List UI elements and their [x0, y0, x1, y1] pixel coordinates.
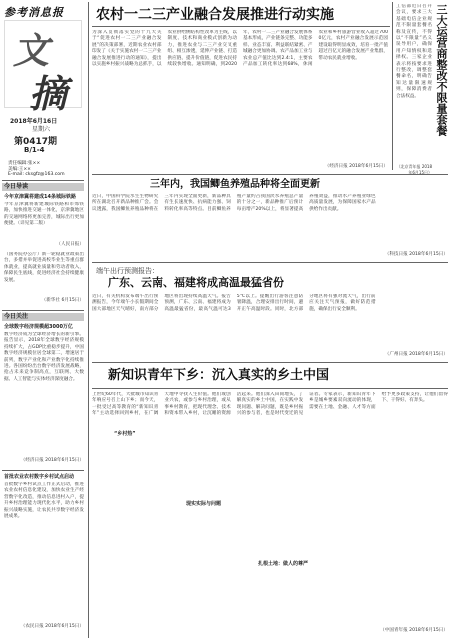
left-item1-body: 今年京津冀将新建城际铁路和市郊铁路，加快推进交通一体化，京津冀地区的交通网络将更加完善，城际出行更加便捷。（详见第二版） [4, 202, 84, 227]
divider-a4-a5 [92, 362, 448, 363]
left-item3-source: （经济日报 2018年6月15日） [20, 458, 84, 463]
article5-title-rule [92, 388, 448, 389]
left-item2-source: （新华社 6月15日） [41, 298, 84, 303]
issue-number: 第0417期 [14, 137, 58, 147]
editor-email: E-mail: cksgfz@163.com [8, 172, 65, 177]
left-item3-title: 全球数字经济规模超3000万亿 [4, 324, 73, 330]
article5-subhead-2: 现实实际与问题 [186, 501, 222, 507]
article5-source: （中国青年报 2018年6月15日） [380, 628, 448, 633]
left-header: 今日导读 [4, 183, 29, 190]
left-divider-top [2, 180, 84, 181]
left-column-rule [88, 2, 89, 638]
article4-title: 广东、云南、福建将成高温最猛省份 [108, 276, 284, 289]
article1-body: 为深入贯彻落实党的十九大关于“促进农村一二三产业融合发展”的决策部署，近期农业农村部印发了《关于实施农村一二三产业融合发展推进行动的通知》，提出以实施乡村振兴战略为总抓手，以农业供给侧结构性改革为主线，以制度、技术和商业模式创新为动力，推进农业与二三产业交叉重组、相互渗透，延伸产业链、打造供应链、提升价值链，促进农民持续较快增收。通知明确，到2020年，农村一二三产业融合发展体系基本形成，产业链条完整、功能多样、业态丰富、利益联结紧密、产城融合更加协调。农产品加工业与农业总产值比达到2.4:1，主要农产品加工转化率达到68%，休闲农业和乡村旅游营业收入超过7000亿元，农村产业融合发展示范园建设取得明显成效，培育一批产值超过百亿元的融合发展产业集群，带动农民就业增收。 [92, 30, 388, 68]
issue-weekday: 星期六 [32, 126, 51, 133]
article4-body: 近日，有关机构发布端午出行预测报告，今年端午小长假期间全国大部地区天气晴好，南方部分地区将出现持续高温天气。报告预测，广东、云南、福建将成为高温最猛省份，最高气温可达35℃以上。提醒出行游客注意防暑降温，合理安排出行时间，避开正午高温时段。同时，北方部分地区将有强对流天气，出行前应关注天气预报，做好防范措施，确保出行安全顺利。 [92, 294, 376, 312]
issue-pages: B/1-4 [24, 146, 45, 154]
article4-kicker: 端午出行预测报告： [96, 267, 159, 275]
editor-line-1: 责任编辑:张×× [8, 161, 41, 166]
article3-body: 近日，中国科学院水生生物研究所在湖北召开新品种推广会。会议透露，我国鲫鱼养殖品种将在三年内实现全面更新，新品种具有生长速度快、抗病能力强、饲料转化率高等特点。目前鲫鱼养殖产量约占我国淡水养殖总产量的十分之一，新品种推广后预计每亩增产20%以上，将显著提高养殖效益，推动水产养殖业绿色高质量发展，为保障国家水产品供给作出贡献。 [92, 194, 376, 212]
divider-a3-a4 [92, 262, 448, 263]
left-item1-title: 今年京津冀将建成14条城际铁路 [4, 194, 76, 200]
article1-title-rule [92, 26, 390, 27]
article1-title: 农村一二三产业融合发展推进行动实施 [96, 7, 334, 23]
left-divider-mid [2, 310, 84, 311]
left-divider-low [2, 470, 84, 471]
editor-line-2: 美编:王×× [8, 167, 32, 172]
article1-source: （经济日报 2018年6月15日） [324, 164, 388, 169]
article5-subhead-3: 扎根土地：做人的尊严 [258, 561, 309, 567]
issue-date: 2018年6月16日 [10, 118, 58, 125]
article3-title: 三年内，我国鲫鱼养殖品种将全面更新 [150, 179, 320, 190]
article2-title: 三大运营商整改不限量套餐 [435, 4, 448, 136]
left-item4-source: （农民日报 2018年6月15日） [20, 624, 84, 629]
paper-name: 参考消息报 [4, 6, 64, 19]
article2-source: （北京青年报 2018年6月15日） [396, 164, 432, 176]
article5-title: 新知识青年下乡：沉入真实的乡土中国 [108, 368, 330, 383]
section-char-wen: 文 [13, 30, 50, 72]
article5-body: 上世纪60年代，大批城市知识青年响应号召上山下乡；而今天，一批受过高等教育的“新知识青年”主动选择回到乡村，在广阔天地中寻找人生价值。他们或创业兴农，或参与乡村治理，或从事乡村教育，把现代理念、技术和资本带入乡村，让沉睡的资源活起来。他们深入田间地头，了解真实的乡土中国，在实践中发现问题、解决问题，既是乡村振兴的参与者，也是时代变迁的见证者。专家表示，新知识青年下乡是城乡要素双向流动的体现，需要在土地、金融、人才等方面给予更多政策支持，让他们留得下、干得好、有奔头。 [92, 392, 448, 417]
article2-intro: 工信部近日召开会议，要求三大基础电信企业规范不限量套餐名称及宣传，不得以“不限量”名义误导用户，确保用户知情权和选择权。三家企业表示将按要求进行整改，调整套餐命名，明确告知达量限速规则，保障消费者合法权益。 [396, 4, 432, 99]
right-column-rule [392, 2, 393, 170]
divider-a1-a3 [92, 174, 448, 175]
left-item4-title: 首批农业农村数字乡村试点启动 [4, 474, 75, 480]
left-item1-source: （人民日报） [56, 242, 84, 247]
left-item2-body: （国务院办公厅）新一轮稳就业政策出台，多措并举促进高校毕业生等重点群体就业，提高就业质量和劳动者收入，保障民生底线，促进经济社会持续健康发展。 [4, 252, 84, 283]
section-title-box [4, 20, 82, 116]
section-char-zhai: 摘 [29, 71, 68, 116]
article4-source: （广州日报 2018年6月15日） [384, 352, 448, 357]
left-item3-body: 数字经济成为全球经济增长的新引擎。报告显示，2018年全球数字经济规模持续扩大，占GDP比重稳步提升，中国数字经济规模位居全球第二，增速居于前列，数字产业化和产业数字化持续推进。各国纷纷出台数字经济发展战略，抢占未来竞争制高点，互联网、大数据、人工智能与实体经济深度融合。 [4, 332, 84, 382]
left-item4-body: 首批数字乡村试点工作正式启动，推进农业农村信息化建设，加快农业生产经营数字化改造，推动信息进村入户，提升乡村治理能力现代化水平，助力乡村振兴战略实施，让农民共享数字经济发展成果。 [4, 482, 84, 520]
article3-source: （科技日报 2018年6月15日） [384, 252, 448, 257]
left-header2: 今日关注 [4, 313, 29, 320]
article5-subhead-1: “乡村热” [114, 431, 136, 437]
masthead [2, 2, 86, 177]
